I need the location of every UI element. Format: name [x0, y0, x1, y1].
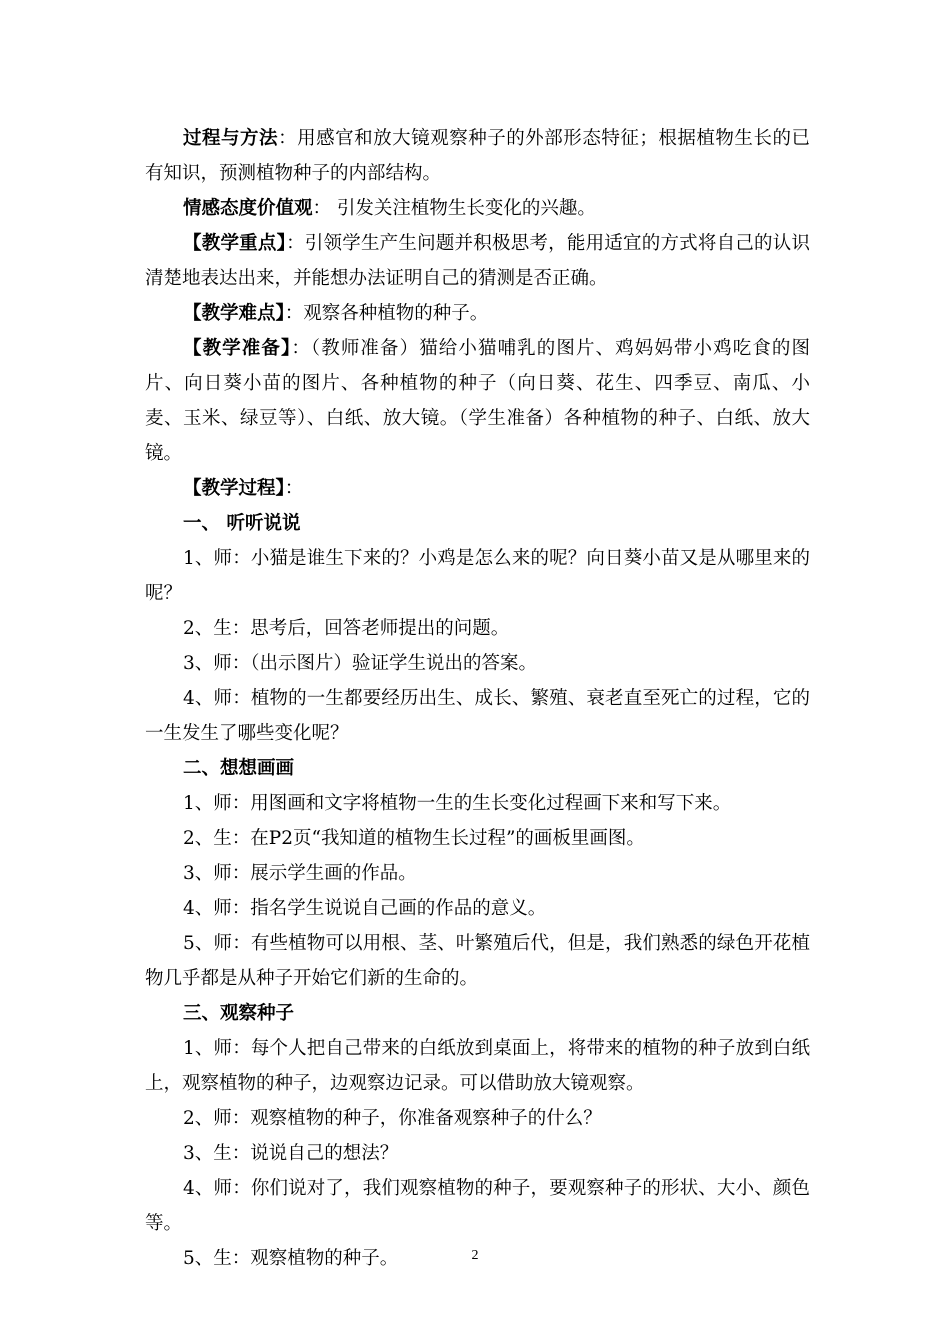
- section1-item: 2、生：思考后，回答老师提出的问题。: [183, 618, 510, 639]
- section3-item: 1、师：每个人把自己带来的白纸放到桌面上，将带来的植物的种子放到白纸上，观察植物的种子，边观察边记录。可以借助放大镜观察。: [145, 1038, 810, 1094]
- section3-item: 2、师：观察植物的种子，你准备观察种子的什么？: [183, 1108, 602, 1129]
- attitude-label: 情感态度价值观: [183, 198, 313, 219]
- section2-item: 3、师：展示学生画的作品。: [183, 863, 417, 884]
- preparation-text: ：（教师准备）猫给小猫哺乳的图片、鸡妈妈带小鸡吃食的图片、向日葵小苗的图片、各种植物的种子（向日葵、花生、四季豆、南瓜、小麦、玉米、绿豆等）、白纸、放大镜。（学生准备）各种植物的种子、白纸、放大镜。: [145, 338, 810, 464]
- section3-item: 5、生：观察植物的种子。: [183, 1248, 399, 1269]
- difficulty-text: ：观察各种植物的种子。: [284, 303, 489, 324]
- process-method-paragraph: [145, 121, 810, 191]
- section2-item: 4、师：指名学生说说自己画的作品的意义。: [183, 898, 547, 919]
- section2-item: 5、师：有些植物可以用根、茎、叶繁殖后代，但是，我们熟悉的绿色开花植物几乎都是从种子开始它们新的生命的。: [145, 933, 810, 989]
- process-label: 【教学过程】: [183, 478, 285, 499]
- preparation-paragraph: [145, 331, 810, 471]
- difficulty-label: 【教学难点】: [183, 303, 285, 324]
- section2-item: 2、生：在P2页“我知道的植物生长过程”的画板里画图。: [183, 828, 645, 849]
- section1-item: 1、师：小猫是谁生下来的？小鸡是怎么来的呢？向日葵小苗又是从哪里来的呢？: [145, 548, 810, 604]
- process-paragraph: [145, 471, 810, 506]
- section2-item: 1、师：用图画和文字将植物一生的生长变化过程画下来和写下来。: [183, 793, 732, 814]
- section-heading-1: 一、 听听说说: [183, 513, 301, 534]
- process-method-text: ：用感官和放大镜观察种子的外部形态特征；根据植物生长的已有知识，预测植物种子的内部结构。: [145, 128, 810, 184]
- attitude-text: ： 引发关注植物生长变化的兴趣。: [312, 198, 596, 219]
- key-point-text: ：引领学生产生问题并积极思考，能用适宜的方式将自己的认识清楚地表达出来，并能想办法证明自己的猜测是否正确。: [145, 233, 810, 289]
- section1-item: 3、师：（出示图片）验证学生说出的答案。: [183, 653, 538, 674]
- key-point-label: 【教学重点】: [183, 233, 287, 254]
- section3-item: 4、师：你们说对了，我们观察植物的种子，要观察种子的形状、大小、颜色等。: [145, 1178, 810, 1234]
- key-point-paragraph: [145, 226, 810, 296]
- difficulty-paragraph: [145, 296, 810, 331]
- section-heading-3: 三、观察种子: [183, 1003, 295, 1024]
- section3-item: 3、生：说说自己的想法？: [183, 1143, 399, 1164]
- preparation-label: 【教学准备】: [183, 338, 292, 359]
- section-heading-2: 二、想想画画: [183, 758, 295, 779]
- section1-item: 4、师：植物的一生都要经历出生、成长、繁殖、衰老直至死亡的过程，它的一生发生了哪些变化呢？: [145, 688, 810, 744]
- process-text: ：: [284, 478, 304, 499]
- attitude-paragraph: [145, 191, 810, 226]
- process-method-label: 过程与方法: [183, 128, 279, 149]
- page-number: 2: [471, 1248, 479, 1263]
- document-body: [145, 121, 810, 1276]
